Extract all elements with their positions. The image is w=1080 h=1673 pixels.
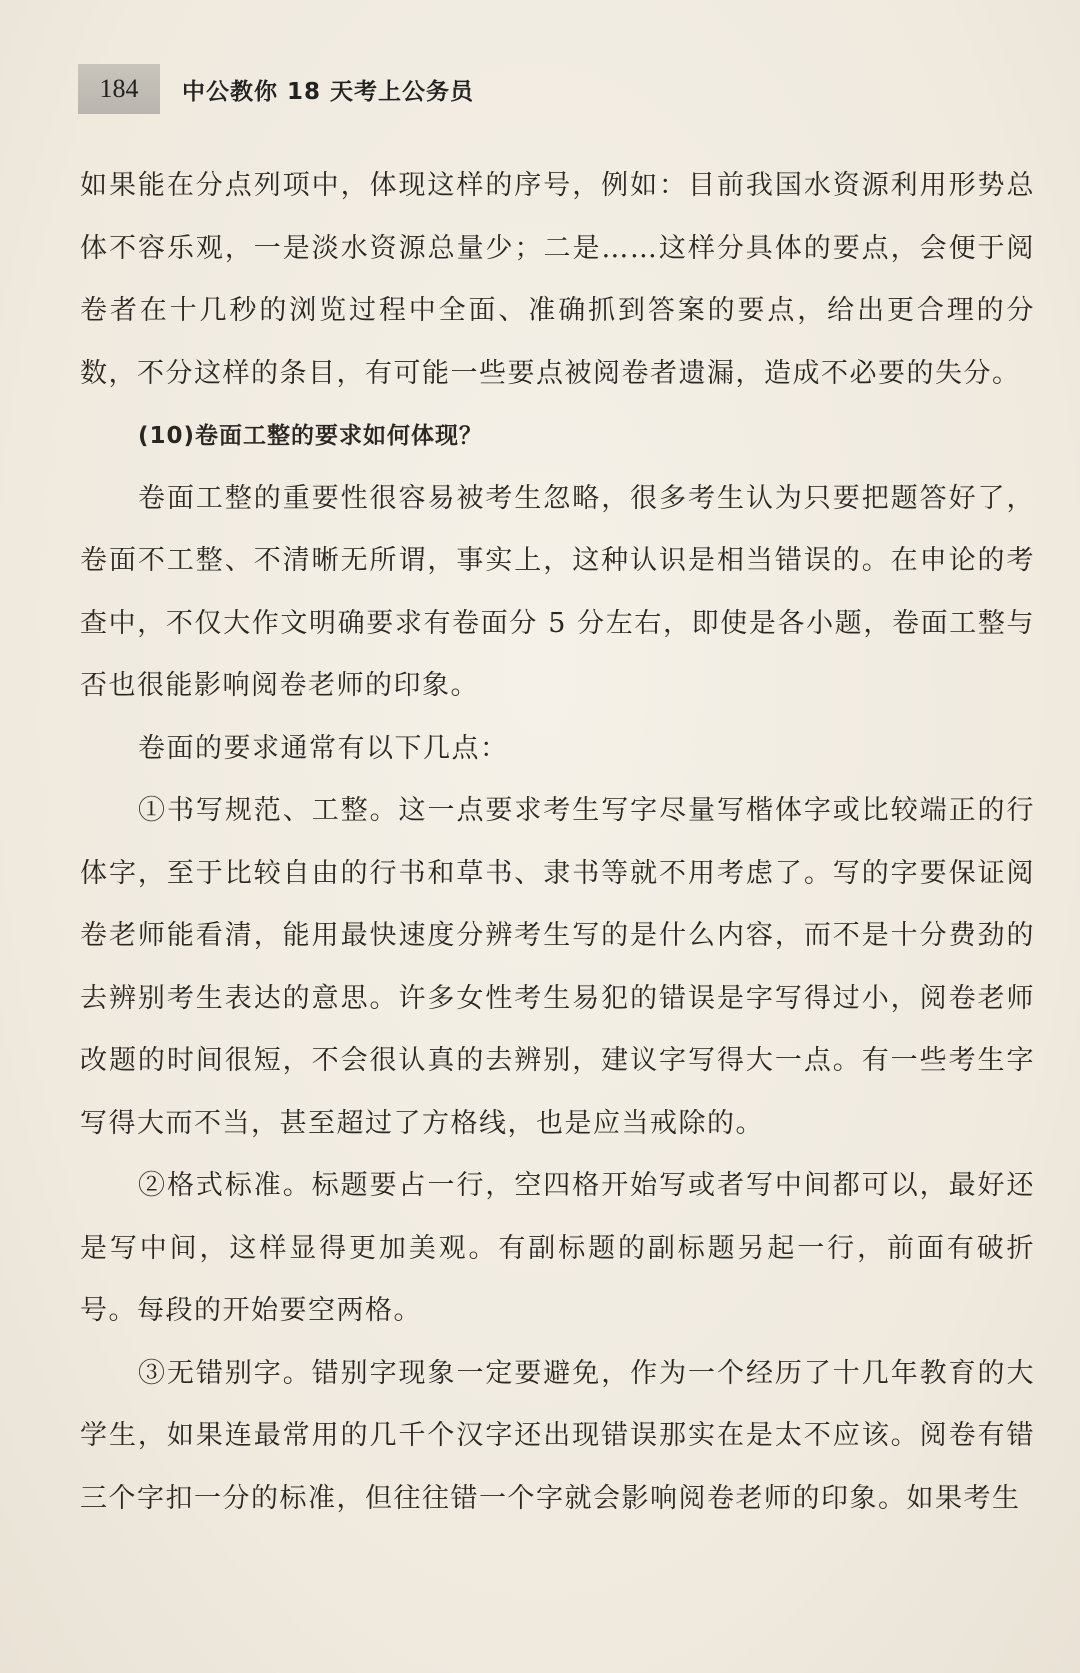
paragraph-3: 卷面的要求通常有以下几点：: [138, 732, 509, 764]
body-text: [80, 155, 1035, 1530]
paragraph-5: ②格式标准。标题要占一行，空四格开始写或者写中间都可以，最好还是写中间，这样显得更加美观。有副标题的副标题另起一行，前面有破折号。每段的开始要空两格。: [80, 1170, 1035, 1326]
page-number: 184: [78, 64, 160, 114]
paragraph-6: ③无错别字。错别字现象一定要避免，作为一个经历了十几年教育的大学生，如果连最常用的几千个汉字还出现错误那实在是太不应该。阅卷有错三个字扣一分的标准，但往往错一个字就会影响阅卷老师的印象。如果考生: [80, 1357, 1035, 1514]
book-title: 中公教你 18 天考上公务员: [182, 78, 475, 105]
paragraph-4: ①书写规范、工整。这一点要求考生写字尽量写楷体字或比较端正的行体字，至于比较自由的行书和草书、隶书等就不用考虑了。写的字要保证阅卷老师能看清，能用最快速度分辨考生写的是什么内容，而不是十分费劲的去辨别考生表达的意思。许多女性考生易犯的错误是字写得过小，阅卷老师改题的时间很短，不会很认真的去辨别，建议字写得大一点。有一些考生字写得大而不当，甚至超过了方格线，也是应当戒除的。: [80, 795, 1035, 1139]
paragraph-2: 卷面工整的重要性很容易被考生忽略，很多考生认为只要把题答好了，卷面不工整、不清晰无所谓，事实上，这种认识是相当错误的。在申论的考查中，不仅大作文明确要求有卷面分 5 分左右，即使是各小题，卷面工整与否也很能影响阅卷老师的印象。: [80, 482, 1035, 701]
paragraph-1: 如果能在分点列项中，体现这样的序号，例如：目前我国水资源利用形势总体不容乐观，一是淡水资源总量少；二是……这样分具体的要点，会便于阅卷者在十几秒的浏览过程中全面、准确抓到答案的要点，给出更合理的分数，不分这样的条目，有可能一些要点被阅卷者遗漏，造成不必要的失分。: [80, 170, 1035, 389]
section-heading: (10)卷面工整的要求如何体现？: [138, 423, 484, 449]
page-header: [78, 62, 474, 116]
